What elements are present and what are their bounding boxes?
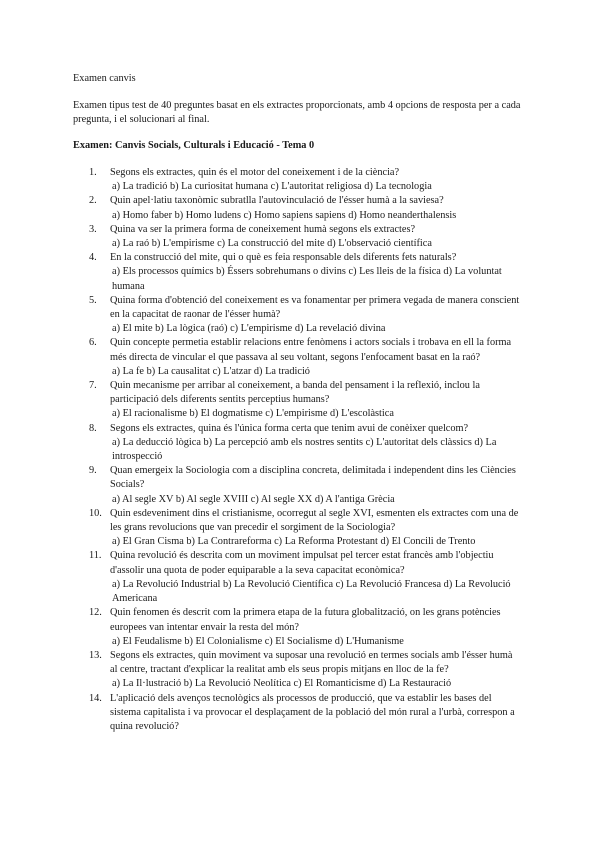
document-title: Examen canvis: [73, 73, 136, 84]
question-number: 5.: [89, 294, 97, 306]
question-item: [0, 606, 522, 649]
question-number: 3.: [89, 223, 97, 235]
question-options: a) El Feudalisme b) El Colonialisme c) El Socialisme d) L'Humanisme: [112, 635, 404, 647]
question-number: 12.: [89, 607, 102, 619]
question-item: [0, 336, 522, 379]
question-text: Quina revolució és descrita com un moviment impulsat pel tercer estat francès amb l'objectiu d'assolir una quota de poder equiparable a la seva capacitat econòmica?: [110, 550, 494, 576]
intro-paragraph: Examen tipus test de 40 preguntes basat en els extractes proporcionats, amb 4 opcions de resposta per a cada pregunta, i el solucionari al final.: [73, 100, 521, 126]
question-number: 14.: [89, 692, 102, 704]
question-item: [0, 422, 522, 465]
question-text: Segons els extractes, quin és el motor del coneixement i de la ciència?: [110, 167, 400, 178]
question-item: [0, 251, 522, 294]
question-item: [0, 464, 522, 507]
question-text: L'aplicació dels avenços tecnològics als processos de producció, que va establir les bases del sistema capitalista i va provocar el desplaçament de la població del món rural a l'urbà, correspon a quina revolució?: [110, 692, 515, 732]
question-number: 11.: [89, 550, 102, 562]
question-item: [0, 379, 522, 422]
question-text: Quin concepte permetia establir relacions entre fenòmens i actors socials i trobava en ell la forma més directa de vincular el que passava al seu voltant, segons l'enfocament basat en la raó?: [110, 337, 512, 363]
exam-heading: Examen: Canvis Socials, Culturals i Educació - Tema 0: [73, 140, 315, 151]
question-options: a) El mite b) La lògica (raó) c) L'empirisme d) La revelació divina: [112, 323, 386, 335]
question-number: 9.: [89, 465, 97, 477]
question-item: [0, 649, 522, 692]
question-text: Segons els extractes, quina és l'única forma certa que tenim avui de conèixer quelcom?: [110, 422, 469, 434]
question-item: [0, 166, 522, 194]
question-options: a) Els processos químics b) Éssers sobrehumans o divins c) Les lleis de la física d) La voluntat humana: [112, 266, 502, 292]
question-text: Segons els extractes, quin moviment va suposar una revolució en termes socials amb l'ésser humà al centre, tractant d'explicar la realitat amb els seus propis mitjans en lloc de la fe?: [110, 649, 513, 676]
question-options: a) Homo faber b) Homo ludens c) Homo sapiens sapiens d) Homo neanderthalensis: [112, 209, 457, 221]
question-text: Quan emergeix la Sociologia com a disciplina concreta, delimitada i independent dins les Ciències Socials?: [110, 465, 516, 491]
question-text: Quina va ser la primera forma de coneixement humà segons els extractes?: [110, 223, 416, 235]
question-item: [0, 507, 522, 550]
question-number: 4.: [89, 252, 97, 264]
question-text: En la construcció del mite, qui o què es feia responsable dels diferents fets naturals?: [110, 252, 457, 264]
question-options: a) El racionalisme b) El dogmatisme c) L'empirisme d) L'escolàstica: [112, 408, 394, 420]
question-options: a) La tradició b) La curiositat humana c) L'autoritat religiosa d) La tecnologia: [112, 181, 432, 193]
question-text: Quina forma d'obtenció del coneixement es va fonamentar per primera vegada de manera conscient en la capacitat de raonar de l'ésser humà?: [110, 294, 520, 321]
question-options: a) La Il·lustració b) La Revolució Neolítica c) El Romanticisme d) La Restauració: [112, 678, 452, 690]
question-number: 1.: [89, 167, 97, 178]
question-item: [0, 549, 522, 606]
question-item: [0, 692, 522, 735]
question-number: 13.: [89, 649, 102, 661]
question-options: a) La deducció lògica b) La percepció amb els nostres sentits c) L'autoritat dels clàssics d) La introspecció: [112, 436, 497, 463]
question-number: 2.: [89, 195, 97, 207]
question-options: a) La raó b) L'empirisme c) La construcció del mite d) L'observació científica: [112, 238, 432, 250]
question-number: 6.: [89, 337, 97, 349]
question-number: 7.: [89, 380, 97, 392]
question-text: Quin esdeveniment dins el cristianisme, ocorregut al segle XVI, esmenten els extractes com una de les grans revolucions que van precedir el sorgiment de la Sociologia?: [110, 507, 519, 534]
question-options: a) El Gran Cisma b) La Contrareforma c) La Reforma Protestant d) El Concili de Trento: [112, 536, 476, 548]
question-item: [0, 223, 522, 251]
question-item: [0, 294, 522, 337]
question-text: Quin apel·latiu taxonòmic subratlla l'autovinculació de l'ésser humà a la saviesa?: [110, 195, 444, 207]
question-item: [0, 194, 522, 222]
question-text: Quin fenomen és descrit com la primera etapa de la futura globalització, on les grans potències europees van intentar envair la resta del món?: [110, 607, 501, 633]
question-number: 8.: [89, 422, 97, 434]
question-options: a) La Revolució Industrial b) La Revolució Científica c) La Revolució Francesa d) La Revolució Americana: [112, 578, 511, 605]
question-text: Quin mecanisme per arribar al coneixement, a banda del pensament i la reflexió, inclou la participació dels diferents sentits perceptius humans?: [110, 380, 480, 406]
question-options: a) La fe b) La causalitat c) L'atzar d) La tradició: [112, 365, 310, 377]
question-number: 10.: [89, 507, 102, 519]
question-list: [0, 166, 600, 734]
question-options: a) Al segle XV b) Al segle XVIII c) Al segle XX d) A l'antiga Grècia: [112, 493, 395, 505]
